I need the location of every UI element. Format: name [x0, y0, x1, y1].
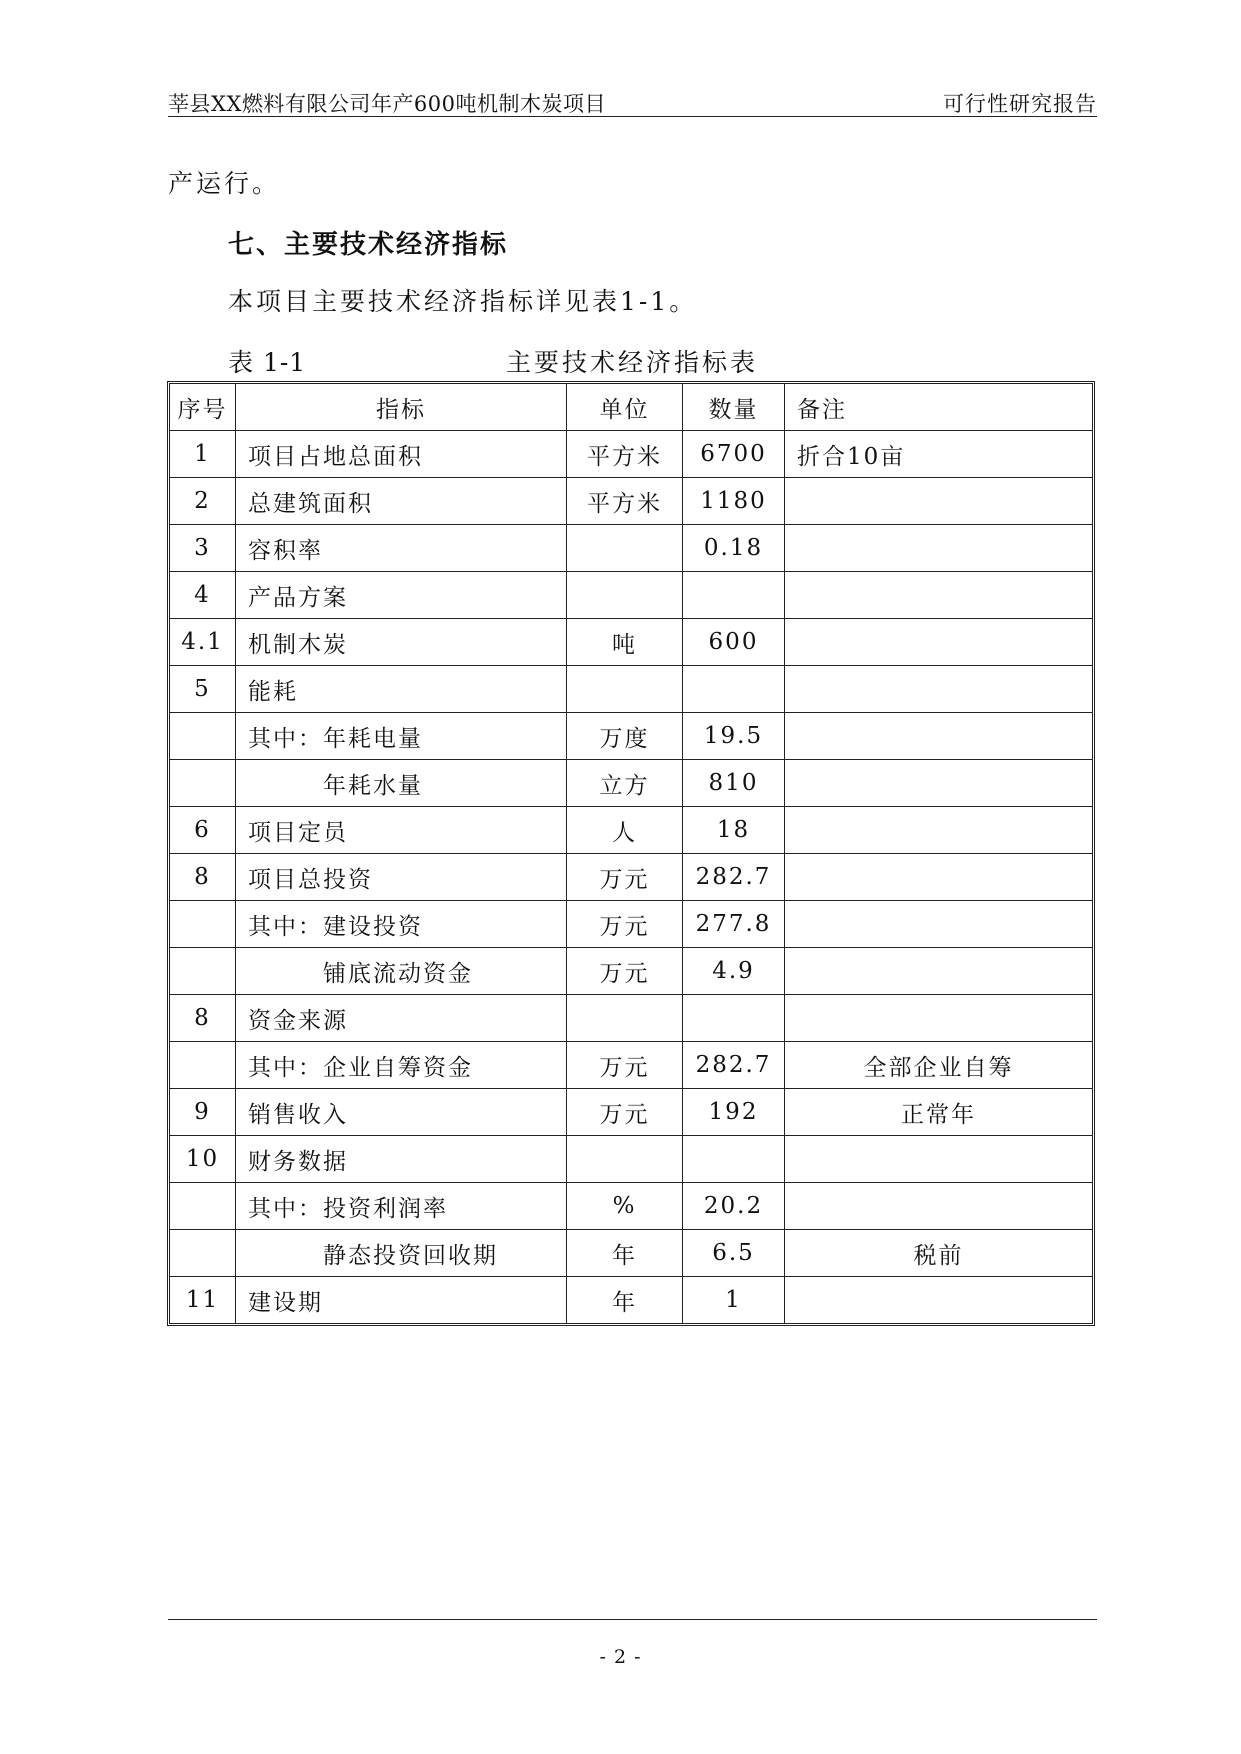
row-quantity: 600: [683, 619, 785, 666]
row-quantity: 0.18: [683, 525, 785, 572]
row-note: [785, 713, 1092, 760]
row-number: 11: [170, 1277, 236, 1323]
row-indicator: 其中：投资利润率: [236, 1183, 567, 1230]
row-quantity: 18: [683, 807, 785, 854]
page-number: - 2 -: [599, 1646, 642, 1668]
row-indicator: 项目占地总面积: [236, 431, 567, 478]
row-unit: 年: [567, 1277, 683, 1323]
row-quantity: 192: [683, 1089, 785, 1136]
row-note: [785, 666, 1092, 713]
row-number: [170, 1183, 236, 1230]
row-quantity: [683, 666, 785, 713]
row-indicator: 静态投资回收期: [236, 1230, 567, 1277]
column-header-indicator: 指标: [236, 384, 567, 431]
table-row: [170, 995, 1092, 1042]
page-header: [168, 88, 1097, 117]
table-header-row: [170, 384, 1092, 431]
row-indicator: 项目定员: [236, 807, 567, 854]
row-quantity: [683, 1136, 785, 1183]
row-unit: [567, 1136, 683, 1183]
row-number: 5: [170, 666, 236, 713]
row-unit: 万元: [567, 1042, 683, 1089]
column-header-qty: 数量: [683, 384, 785, 431]
continuation-text: 产运行。: [168, 169, 281, 198]
row-unit: 万元: [567, 854, 683, 901]
row-note: 全部企业自筹: [785, 1042, 1092, 1089]
row-number: [170, 1042, 236, 1089]
table-row: [170, 1089, 1092, 1136]
header-project-title: 莘县XX燃料有限公司年产600吨机制木炭项目: [168, 92, 606, 116]
column-header-unit: 单位: [567, 384, 683, 431]
row-number: 10: [170, 1136, 236, 1183]
row-number: [170, 713, 236, 760]
row-indicator: 机制木炭: [236, 619, 567, 666]
row-note: [785, 1136, 1092, 1183]
table-caption-title: 主要技术经济指标表: [506, 348, 759, 377]
row-number: 6: [170, 807, 236, 854]
row-number: [170, 901, 236, 948]
row-note: [785, 525, 1092, 572]
table-row: [170, 666, 1092, 713]
table-row: [170, 760, 1092, 807]
table-row: [170, 1277, 1092, 1323]
table-row: [170, 525, 1092, 572]
row-quantity: 6700: [683, 431, 785, 478]
row-note: [785, 619, 1092, 666]
table-row: [170, 1183, 1092, 1230]
column-header-no: 序号: [170, 384, 236, 431]
row-unit: [567, 525, 683, 572]
table-row: [170, 572, 1092, 619]
row-unit: [567, 995, 683, 1042]
row-number: 8: [170, 995, 236, 1042]
row-indicator: 其中：年耗电量: [236, 713, 567, 760]
table-row: [170, 478, 1092, 525]
footer-divider: [168, 1619, 1097, 1620]
row-note: [785, 948, 1092, 995]
row-note: [785, 478, 1092, 525]
column-header-note: 备注: [785, 384, 1092, 431]
row-unit: 万度: [567, 713, 683, 760]
row-note: [785, 572, 1092, 619]
row-unit: [567, 572, 683, 619]
row-number: 4.1: [170, 619, 236, 666]
row-note: [785, 901, 1092, 948]
row-indicator: 项目总投资: [236, 854, 567, 901]
row-quantity: [683, 572, 785, 619]
row-number: [170, 1230, 236, 1277]
row-indicator: 产品方案: [236, 572, 567, 619]
row-quantity: 6.5: [683, 1230, 785, 1277]
row-quantity: 810: [683, 760, 785, 807]
row-number: 4: [170, 572, 236, 619]
row-number: 3: [170, 525, 236, 572]
table-row: [170, 431, 1092, 478]
row-indicator: 能耗: [236, 666, 567, 713]
row-quantity: 4.9: [683, 948, 785, 995]
row-unit: 吨: [567, 619, 683, 666]
table-row: [170, 1136, 1092, 1183]
intro-paragraph: 本项目主要技术经济指标详见表1-1。: [228, 287, 698, 316]
row-note: 税前: [785, 1230, 1092, 1277]
row-number: [170, 760, 236, 807]
row-note: [785, 807, 1092, 854]
header-report-type: 可行性研究报告: [943, 92, 1097, 116]
row-unit: %: [567, 1183, 683, 1230]
row-quantity: 1: [683, 1277, 785, 1323]
table-row: [170, 807, 1092, 854]
table-row: [170, 854, 1092, 901]
row-note: 正常年: [785, 1089, 1092, 1136]
row-indicator: 资金来源: [236, 995, 567, 1042]
table-row: [170, 619, 1092, 666]
row-indicator: 财务数据: [236, 1136, 567, 1183]
table-row: [170, 1230, 1092, 1277]
row-unit: 万元: [567, 1089, 683, 1136]
row-note: [785, 760, 1092, 807]
section-heading: 七、主要技术经济指标: [228, 230, 509, 260]
row-quantity: [683, 995, 785, 1042]
row-number: 8: [170, 854, 236, 901]
row-note: [785, 854, 1092, 901]
row-unit: 平方米: [567, 478, 683, 525]
row-quantity: 282.7: [683, 854, 785, 901]
row-number: 1: [170, 431, 236, 478]
indicator-table: [167, 381, 1095, 1326]
row-quantity: 277.8: [683, 901, 785, 948]
row-note: [785, 1183, 1092, 1230]
row-indicator: 其中：企业自筹资金: [236, 1042, 567, 1089]
row-note: [785, 995, 1092, 1042]
table-row: [170, 948, 1092, 995]
row-quantity: 19.5: [683, 713, 785, 760]
row-unit: [567, 666, 683, 713]
table-row: [170, 1042, 1092, 1089]
row-note: 折合10亩: [785, 431, 1092, 478]
row-note: [785, 1277, 1092, 1323]
row-unit: 平方米: [567, 431, 683, 478]
table-row: [170, 713, 1092, 760]
row-indicator: 销售收入: [236, 1089, 567, 1136]
row-unit: 万元: [567, 948, 683, 995]
row-unit: 立方: [567, 760, 683, 807]
table-caption-number: 表 1-1: [228, 348, 307, 377]
row-unit: 人: [567, 807, 683, 854]
row-number: 2: [170, 478, 236, 525]
row-number: 9: [170, 1089, 236, 1136]
table-row: [170, 901, 1092, 948]
row-indicator: 总建筑面积: [236, 478, 567, 525]
row-indicator: 其中：建设投资: [236, 901, 567, 948]
row-quantity: 1180: [683, 478, 785, 525]
row-number: [170, 948, 236, 995]
row-quantity: 282.7: [683, 1042, 785, 1089]
row-indicator: 容积率: [236, 525, 567, 572]
row-indicator: 年耗水量: [236, 760, 567, 807]
row-quantity: 20.2: [683, 1183, 785, 1230]
row-indicator: 建设期: [236, 1277, 567, 1323]
row-unit: 年: [567, 1230, 683, 1277]
row-indicator: 铺底流动资金: [236, 948, 567, 995]
row-unit: 万元: [567, 901, 683, 948]
